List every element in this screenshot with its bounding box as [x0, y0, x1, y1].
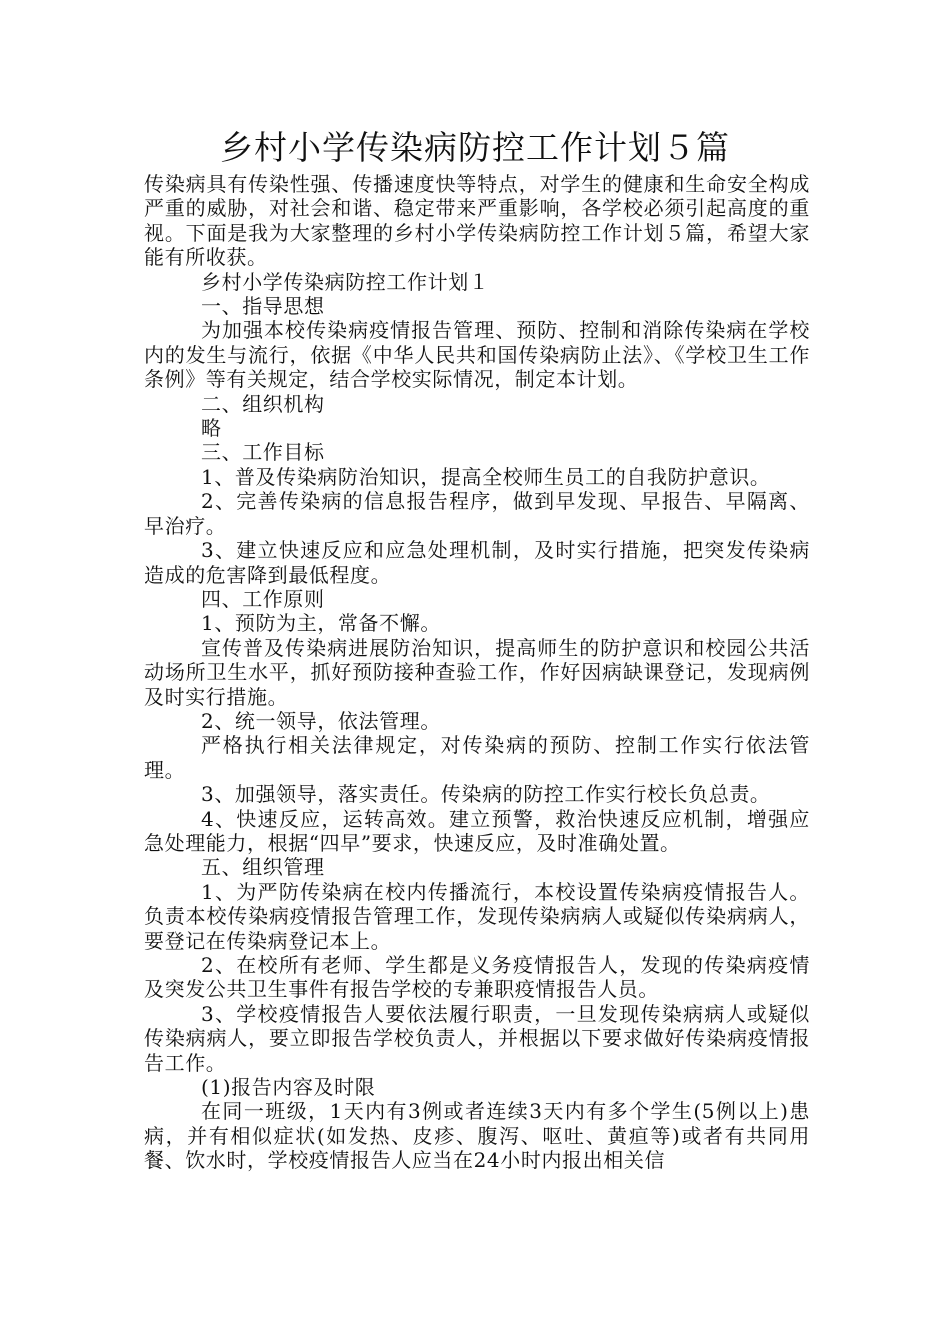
document-body	[144, 172, 810, 1173]
paragraph: 严格执行相关法律规定，对传染病的预防、控制工作实行依法管理。	[144, 733, 810, 782]
list-item: 1、为严防传染病在校内传播流行，本校设置传染病疫情报告人。负责本校传染病疫情报告管理工作，发现传染病病人或疑似传染病病人，要登记在传染病登记本上。	[144, 879, 810, 953]
paragraph: 宣传普及传染病进展防治知识，提高师生的防护意识和校园公共活动场所卫生水平，抓好预防接种查验工作，作好因病缺课登记，发现病例及时实行措施。	[144, 635, 810, 709]
paragraph: 为加强本校传染病疫情报告管理、预防、控制和消除传染病在学校内的发生与流行，依据《中华人民共和国传染病防止法》、《学校卫生工作条例》等有关规定，结合学校实际情况，制定本计划。	[144, 318, 810, 392]
plan-heading: 乡村小学传染病防控工作计划１	[201, 269, 490, 294]
section-heading-organization-management: 五、组织管理	[201, 855, 325, 880]
sub-heading-report-content: (1)报告内容及时限	[201, 1075, 376, 1100]
document-title: 乡村小学传染病防控工作计划５篇	[220, 128, 730, 167]
list-item: 2、统一领导，依法管理。	[201, 708, 441, 733]
section-heading-work-principles: 四、工作原则	[201, 586, 325, 611]
list-item: 3、学校疫情报告人要依法履行职责，一旦发现传染病病人或疑似传染病病人，要立即报告学校负责人，并根据以下要求做好传染病疫情报告工作。	[144, 1001, 810, 1075]
section-heading-organization: 二、组织机构	[201, 391, 325, 416]
list-item: 2、完善传染病的信息报告程序，做到早发现、早报告、早隔离、早治疗。	[144, 489, 810, 538]
list-item: 2、在校所有老师、学生都是义务疫情报告人，发现的传染病疫情及突发公共卫生事件有报告学校的专兼职疫情报告人员。	[144, 953, 810, 1002]
list-item: 1、预防为主，常备不懈。	[201, 611, 441, 636]
section-heading-work-goals: 三、工作目标	[201, 440, 325, 465]
section-heading-guiding-ideology: 一、指导思想	[201, 294, 325, 319]
intro-paragraph: 传染病具有传染性强、传播速度快等特点，对学生的健康和生命安全构成严重的威胁，对社会和谐、稳定带来严重影响，各学校必须引起高度的重视。下面是我为大家整理的乡村小学传染病防控工作计划５篇，希望大家能有所收获。	[144, 172, 810, 270]
paragraph: 略	[201, 416, 222, 441]
list-item: 3、加强领导，落实责任。传染病的防控工作实行校长负总责。	[201, 782, 771, 807]
list-item: 1、普及传染病防治知识，提高全校师生员工的自我防护意识。	[201, 464, 771, 489]
paragraph: 在同一班级，1天内有3例或者连续3天内有多个学生(5例以上)患病，并有相似症状(如发热、皮疹、腹泻、呕吐、黄疸等)或者有共同用餐、饮水时，学校疫情报告人应当在24小时内报出相关信	[144, 1099, 810, 1173]
list-item: 4、快速反应，运转高效。建立预警，救治快速反应机制，增强应急处理能力，根据“四早”要求，快速反应，及时准确处置。	[144, 806, 810, 855]
list-item: 3、建立快速反应和应急处理机制，及时实行措施，把突发传染病造成的危害降到最低程度。	[144, 538, 810, 587]
